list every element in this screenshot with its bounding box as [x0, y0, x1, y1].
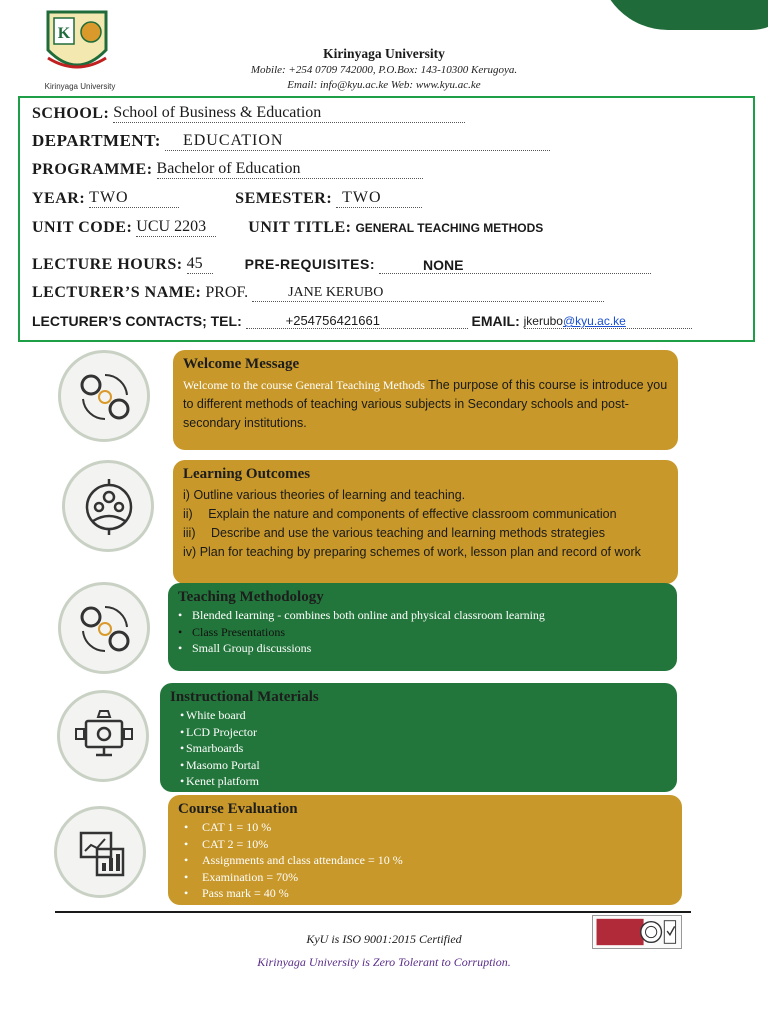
- list-item: ii) Explain the nature and components of effective classroom communication: [183, 507, 617, 521]
- department-row: DEPARTMENT: EDUCATION: [32, 131, 550, 151]
- footer-divider: [55, 911, 691, 913]
- lecture-hours-value: 45: [187, 255, 213, 274]
- hours-row: LECTURE HOURS: 45 PRE-REQUISITES: NONE: [32, 255, 651, 274]
- presentation-gear-icon: [74, 707, 134, 767]
- evaluation-title: Course Evaluation: [178, 801, 298, 817]
- evaluation-list: [178, 819, 672, 902]
- list-item: • Kenet platform: [180, 774, 259, 788]
- evaluation-icon-circle: [54, 806, 146, 898]
- list-item: • Masomo Portal: [180, 757, 260, 772]
- materials-icon-circle: [57, 690, 149, 782]
- methodology-title: Teaching Methodology: [178, 589, 324, 605]
- university-name: Kirinyaga University: [323, 46, 445, 61]
- analytics-chart-icon: [71, 823, 131, 883]
- outcomes-title: Learning Outcomes: [183, 466, 311, 482]
- evaluation-panel: [168, 795, 682, 905]
- materials-list: [170, 707, 667, 790]
- school-value: School of Business & Education: [113, 104, 465, 123]
- list-item: • White board: [180, 708, 246, 722]
- lecturer-row: LECTURER’S NAME: PROF. JANE KERUBO: [32, 284, 604, 302]
- list-item: • CAT 1 = 10 %: [184, 820, 272, 834]
- list-item: • Pass mark = 40 %: [184, 886, 289, 900]
- outcomes-list: [183, 486, 668, 562]
- programme-value: Bachelor of Education: [157, 160, 423, 179]
- idea-people-icon: [75, 599, 135, 659]
- outcomes-panel: [173, 460, 678, 584]
- methodology-panel: [168, 583, 677, 671]
- unit-code-value: UCU 2203: [136, 218, 216, 237]
- email-link[interactable]: @kyu.ac.ke: [562, 314, 626, 328]
- programme-row: PROGRAMME: Bachelor of Education: [32, 160, 423, 179]
- corner-decoration: [598, 0, 768, 30]
- email-line: Email: info@kyu.ac.ke Web: www.kyu.ac.ke: [287, 79, 481, 91]
- list-item: iv) Plan for teaching by preparing schemes of work, lesson plan and record of work: [183, 545, 641, 559]
- list-item: iii) Describe and use the various teaching and learning methods strategies: [183, 526, 605, 540]
- methodology-icon-circle: [58, 582, 150, 674]
- welcome-icon-circle: [58, 350, 150, 442]
- school-row: SCHOOL: School of Business & Education: [32, 104, 465, 123]
- year-row: YEAR: TWO SEMESTER: TWO: [32, 189, 422, 208]
- list-item: • Class Presentations: [178, 624, 285, 639]
- welcome-panel: [173, 350, 678, 450]
- department-value: EDUCATION: [165, 132, 550, 151]
- unit-row: UNIT CODE: UCU 2203 UNIT TITLE: GENERAL TEACHING METHODS: [32, 218, 544, 236]
- logo-caption: Kirinyaga University: [44, 82, 116, 91]
- list-item: • Examination = 70%: [184, 869, 299, 884]
- welcome-title: Welcome Message: [183, 356, 300, 372]
- tel-value: +254756421661: [246, 313, 468, 329]
- anti-corruption-statement: Kirinyaga University is Zero Tolerant to Corruption.: [257, 955, 511, 969]
- materials-title: Instructional Materials: [170, 689, 319, 705]
- methodology-list: [178, 607, 667, 657]
- course-info-box: [18, 96, 755, 342]
- iso-statement: KyU is ISO 9001:2015 Certified: [306, 932, 462, 946]
- prereq-value: NONE: [379, 257, 651, 274]
- list-item: i) Outline various theories of learning and teaching.: [183, 488, 466, 502]
- idea-people-icon: [75, 367, 135, 427]
- team-target-icon: [79, 477, 139, 537]
- outcomes-icon-circle: [62, 460, 154, 552]
- welcome-text: Welcome to the course General Teaching Methods The purpose of this course is introduce you to different methods of teaching various subjects in Secondary schools and post- secondary institutions.: [183, 378, 668, 430]
- year-value: TWO: [89, 189, 179, 208]
- list-item: • Assignments and class attendance = 10 %: [184, 853, 403, 867]
- contact-line: Mobile: +254 0709 742000, P.O.Box: 143-10300 Kerugoya.: [250, 64, 518, 76]
- list-item: • Smarboards: [180, 741, 244, 755]
- list-item: • Blended learning - combines both online and physical classroom learning: [178, 608, 545, 622]
- svg-text:K: K: [57, 25, 71, 42]
- contacts-row: LECTURER’S CONTACTS; TEL: +254756421661 EMAIL: jkerubo@kyu.ac.ke: [32, 313, 692, 329]
- list-item: • Small Group discussions: [178, 641, 312, 655]
- semester-value: TWO: [336, 189, 422, 208]
- email-value: jkerubo@kyu.ac.ke: [524, 314, 692, 329]
- materials-panel: [160, 683, 677, 792]
- list-item: • LCD Projector: [180, 724, 257, 739]
- lecturer-value: JANE KERUBO: [252, 285, 604, 302]
- list-item: • CAT 2 = 10%: [184, 836, 269, 851]
- unit-title-value: GENERAL TEACHING METHODS: [355, 221, 544, 235]
